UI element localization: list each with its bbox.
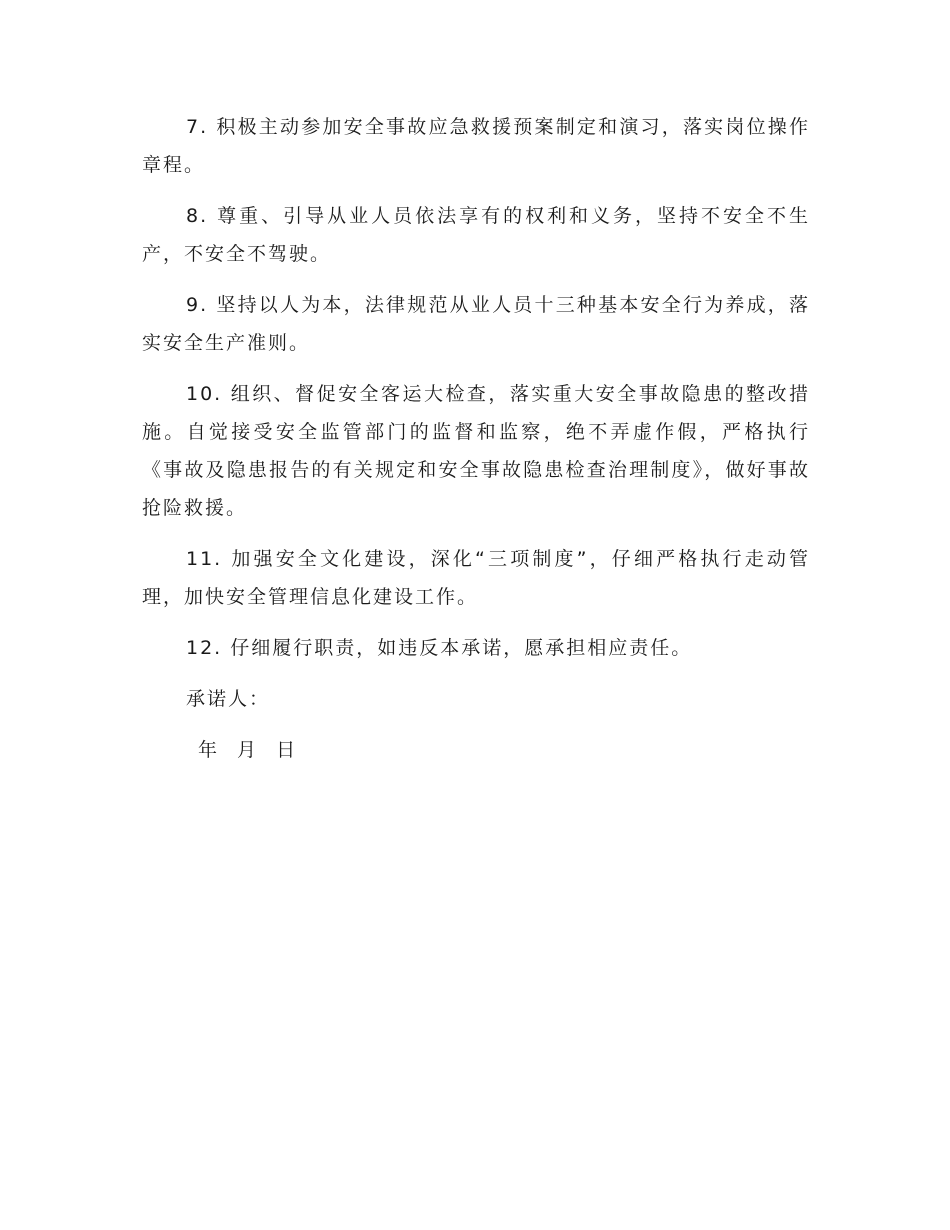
document-body [142, 108, 810, 769]
clause-10: 10. 组织、督促安全客运大检查，落实重大安全事故隐患的整改措施。自觉接受安全监管部门的监督和监察，绝不弄虚作假，严格执行《事故及隐患报告的有关规定和安全事故隐患检查治理制度》，做好事故抢险救援。 [142, 383, 810, 519]
clause-8: 8. 尊重、引导从业人员依法享有的权利和义务，坚持不安全不生产，不安全不驾驶。 [142, 205, 810, 265]
clause-12: 12. 仔细履行职责，如违反本承诺，愿承担相应责任。 [186, 637, 693, 659]
clause-9: 9. 坚持以人为本，法律规范从业人员十三种基本安全行为养成，落实安全生产准则。 [142, 294, 810, 354]
clause-7: 7. 积极主动参加安全事故应急救援预案制定和演习，落实岗位操作章程。 [142, 116, 810, 176]
date-line: 年 月 日 [198, 739, 298, 761]
clause-11: 11. 加强安全文化建设，深化“三项制度”，仔细严格执行走动管理，加快安全管理信息化建设工作。 [142, 548, 810, 608]
signer-label: 承诺人： [186, 688, 271, 710]
